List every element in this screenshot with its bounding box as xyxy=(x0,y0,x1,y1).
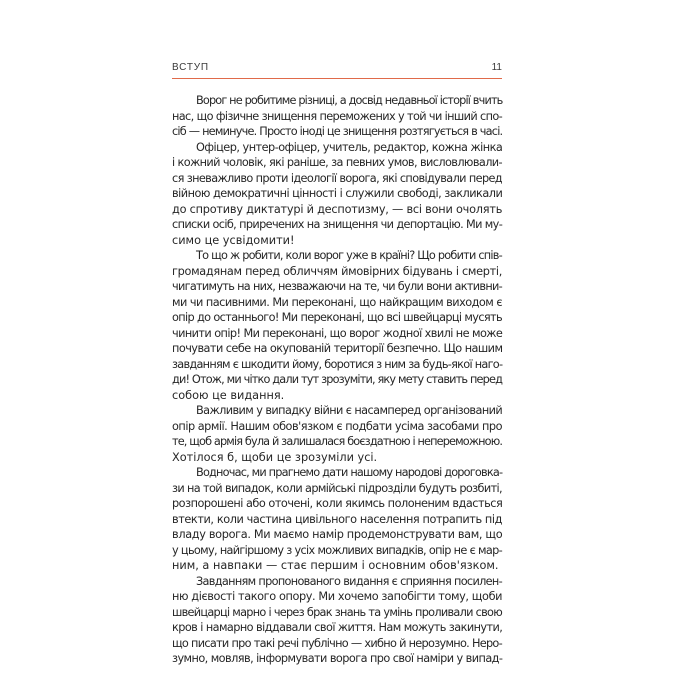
text-line: списки осіб, приречених на знищення чи депортацію. Ми му- xyxy=(172,218,503,231)
page-number: 11 xyxy=(491,62,502,73)
text-line: чигатимуть на них, незважаючи на те, чи були вони активни- xyxy=(172,280,502,293)
text-line: до спротиву диктатурі й деспотизму, — всі вони очолять xyxy=(172,202,503,216)
text-line: сіб — неминуче. Просто іноді це знищення розтягується в часі. xyxy=(172,125,503,138)
text-line: розпорошені або оточені, коли якимсь полоненим вдасться xyxy=(172,497,503,510)
text-line: зумно, мовляв, інформувати ворога про свої наміри у випад- xyxy=(172,652,503,665)
section-title: ВСТУП xyxy=(172,62,209,73)
paragraph xyxy=(172,574,502,667)
text-line: зи на той випадок, коли армійські підрозділи будуть розбиті, xyxy=(172,481,502,495)
text-line: громадянам перед обличчям ймовірних бідувань і смерті, xyxy=(172,264,502,278)
paragraph xyxy=(172,93,502,140)
text-line: симо це усвідомити! xyxy=(172,233,295,247)
text-line: ню дієвості такого опору. Ми хочемо запобігти тому, щоби xyxy=(172,590,503,603)
text-line: ним, а навпаки — стає першим і основним обов'язком. xyxy=(172,559,499,572)
paragraph xyxy=(172,403,502,465)
text-line: чинити опір! Ми переконані, що ворог жодної хвилі не може xyxy=(172,326,503,340)
text-line: владу ворога. Ми маємо намір продемонструвати вам, що xyxy=(172,528,503,541)
text-line: завданням є шкодити йому, боротися з ним за будь-якої наго- xyxy=(172,357,503,371)
paragraph xyxy=(172,248,502,403)
text-line: кров і намарно віддавали свої життя. Нам можуть закинути, xyxy=(172,621,503,634)
text-line: нас, що фізичне знищення переможених у той чи інший спо- xyxy=(172,109,503,123)
text-line: То що ж робити, коли ворог уже в країні? Що робити спів- xyxy=(196,249,502,262)
text-line: Водночас, ми прагнемо дати нашому народові дороговка- xyxy=(196,466,503,479)
header-rule xyxy=(172,78,502,79)
text-line: собою це видання. xyxy=(172,388,285,402)
text-line: Завданням пропонованого видання є сприяння посилен- xyxy=(196,574,502,588)
running-head xyxy=(172,62,502,78)
text-line: і кожний чоловік, які раніше, за певних умов, висловлювали- xyxy=(172,156,502,169)
text-line: опір армії. Нашим обов'язком є подбати усіма засобами про xyxy=(172,419,502,433)
text-line: ди! Отож, ми чітко дали тут зрозуміти, яку мету ставить перед xyxy=(172,373,503,386)
text-line: Важливим у випадку війни є насамперед організований xyxy=(196,404,503,417)
text-line: те, щоб армія була й залишалася боєздатною і непереможною. xyxy=(172,435,503,448)
text-line: війною демократичні цінності і служили свободі, закликали xyxy=(172,187,503,200)
text-line: ся зневажливо проти ідеології ворога, які сповідували перед xyxy=(172,171,502,185)
text-line: опір до останнього! Ми переконані, що всі швейцарці мусять xyxy=(172,311,503,324)
text-line: втекти, коли частина цивільного населення потрапить під xyxy=(172,512,502,526)
text-line: Офіцер, унтер-офіцер, учитель, редактор, кожна жінка xyxy=(196,140,503,154)
text-line: у цьому, найгіршому з усіх можливих випадків, опір не є мар- xyxy=(172,543,502,557)
text-line: почувати себе на окупованій території безпечно. Що нашим xyxy=(172,342,503,355)
text-line: швейцарці марно і через брак знань та умінь проливали свою xyxy=(172,605,502,619)
text-line: ми чи пасивними. Ми переконані, що найкращим виходом є xyxy=(172,295,502,309)
paragraph xyxy=(172,465,502,574)
text-line: Хотілося б, щоби це зрозуміли усі. xyxy=(172,450,378,464)
text-line: Ворог не робитиме різниці, а досвід недавньої історії вчить xyxy=(196,94,503,107)
paragraph xyxy=(172,140,502,249)
body-text xyxy=(172,93,502,667)
text-line: що писати про такі речі публічно — хибно й нерозумно. Неро- xyxy=(172,636,502,650)
